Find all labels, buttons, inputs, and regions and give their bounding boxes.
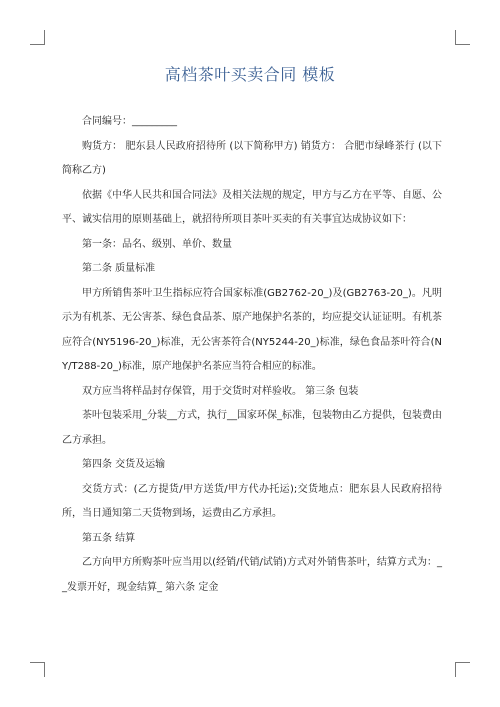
article-1-heading: 第一条：品名、级别、单价、数量 [82, 238, 232, 250]
crop-mark-top-left [30, 30, 45, 45]
article-2-heading: 第二条 质量标准 [82, 263, 156, 274]
document-title: 高档茶叶买卖合同 模板 [164, 65, 336, 84]
document-body [62, 110, 442, 600]
delivery-paragraph: 交货方式：(乙方提货/甲方送货/甲方代办托运);交货地点：肥东县人民政府招待所，当日通知第二天货物到场，运费由乙方承担。 [62, 483, 442, 519]
quality-standard-paragraph: 甲方所销售茶叶卫生指标应符合国家标准(GB2762-20_)及(GB2763-20_)。凡明示为有机茶、无公害茶、绿色食品茶、原产地保护名茶的，均应提交认证证明。有机茶应符合(NY5196-20_)标准，无公害茶符合(NY5244-20_)标准，绿色食品茶叶符合(NY/T288-20_)标准，原产地保护名茶应当符合相应的标准。 [62, 287, 442, 372]
parties-paragraph: 购货方： 肥东县人民政府招待所 (以下简称甲方) 销货方： 合肥市绿峰茶行 (以下简称乙方) [62, 140, 442, 176]
crop-mark-bottom-left [30, 662, 45, 677]
settlement-paragraph: 乙方向甲方所购茶叶应当用以(经销/代销/试销)方式对外销售茶叶，结算方式为：__发票开好，现金结算_ 第六条 定金 [62, 557, 442, 593]
sample-paragraph: 双方应当将样品封存保管，用于交货时对样验收。 第三条 包装 [82, 385, 359, 397]
packaging-paragraph: 茶叶包装采用_分装__方式，执行__国家环保_标准，包装物由乙方提供，包装费由乙方承担。 [62, 410, 442, 446]
article-5-heading: 第五条 结算 [82, 532, 136, 544]
crop-mark-top-right [455, 30, 470, 45]
preamble-paragraph: 依据《中华人民共和国合同法》及相关法规的规定，甲方与乙方在平等、自愿、公平、诚实信用的原则基础上，就招待所项目茶叶买卖的有关事宜达成协议如下： [62, 189, 442, 225]
article-4-heading: 第四条 交货及运输 [82, 459, 166, 470]
contract-number-line: 合同编号：_________ [82, 116, 177, 127]
crop-mark-bottom-right [455, 662, 470, 677]
